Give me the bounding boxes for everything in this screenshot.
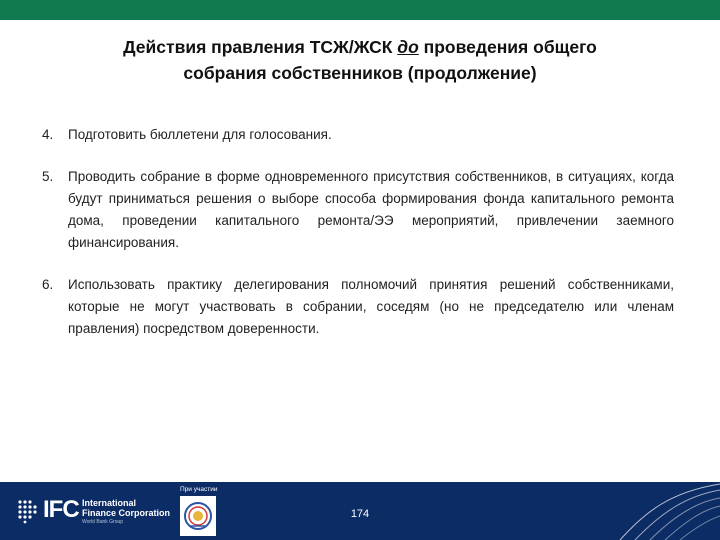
ifc-globe-icon: [16, 498, 42, 524]
ifc-logo: [16, 496, 186, 528]
ifc-name-line-2: Finance Corporation: [82, 508, 171, 518]
list-item: [42, 274, 674, 340]
list-item-number: 6.: [42, 277, 54, 292]
list-item-text: Подготовить бюллетени для голосования.: [68, 127, 332, 142]
top-accent-bar: [0, 0, 720, 20]
list-item-text: Проводить собрание в форме одновременного присутствия собственников, в ситуациях, когда будут приниматься решения о выборе способа формирования фонда капитального ремонта дома, проведении капитального ремонта/ЭЭ мероприятий, привлечении заемного финансирования.: [68, 169, 674, 250]
decorative-swoosh-icon: [600, 482, 720, 540]
slide-title: [60, 34, 660, 86]
numbered-list: [42, 124, 674, 360]
ifc-name-line-1: International: [82, 498, 137, 508]
ifc-logo-subtitle: World Bank Group: [82, 519, 124, 525]
title-emphasis: до: [397, 37, 419, 57]
partner-emblem-icon: [180, 496, 216, 536]
title-line-1: [60, 34, 660, 60]
list-item: [42, 166, 674, 254]
list-item: [42, 124, 674, 146]
partner-label: При участии: [180, 486, 218, 493]
footer-bar: [0, 482, 720, 540]
ifc-logo-letters: IFC: [43, 496, 79, 523]
page-number: 174: [350, 508, 370, 520]
list-item-text: Использовать практику делегирования полномочий принятия решений собственниками, которые не могут участвовать в собрании, соседям (но не председателю или членам правления) посредством доверенности.: [68, 277, 674, 336]
title-line-2: собрания собственников (продолжение): [183, 63, 537, 83]
list-item-number: 5.: [42, 169, 54, 184]
title-line1-pre: Действия правления ТСЖ/ЖСК: [123, 37, 398, 57]
list-item-number: 4.: [42, 127, 54, 142]
ifc-logo-name: [82, 498, 170, 518]
title-line1-post: проведения общего: [418, 37, 597, 57]
